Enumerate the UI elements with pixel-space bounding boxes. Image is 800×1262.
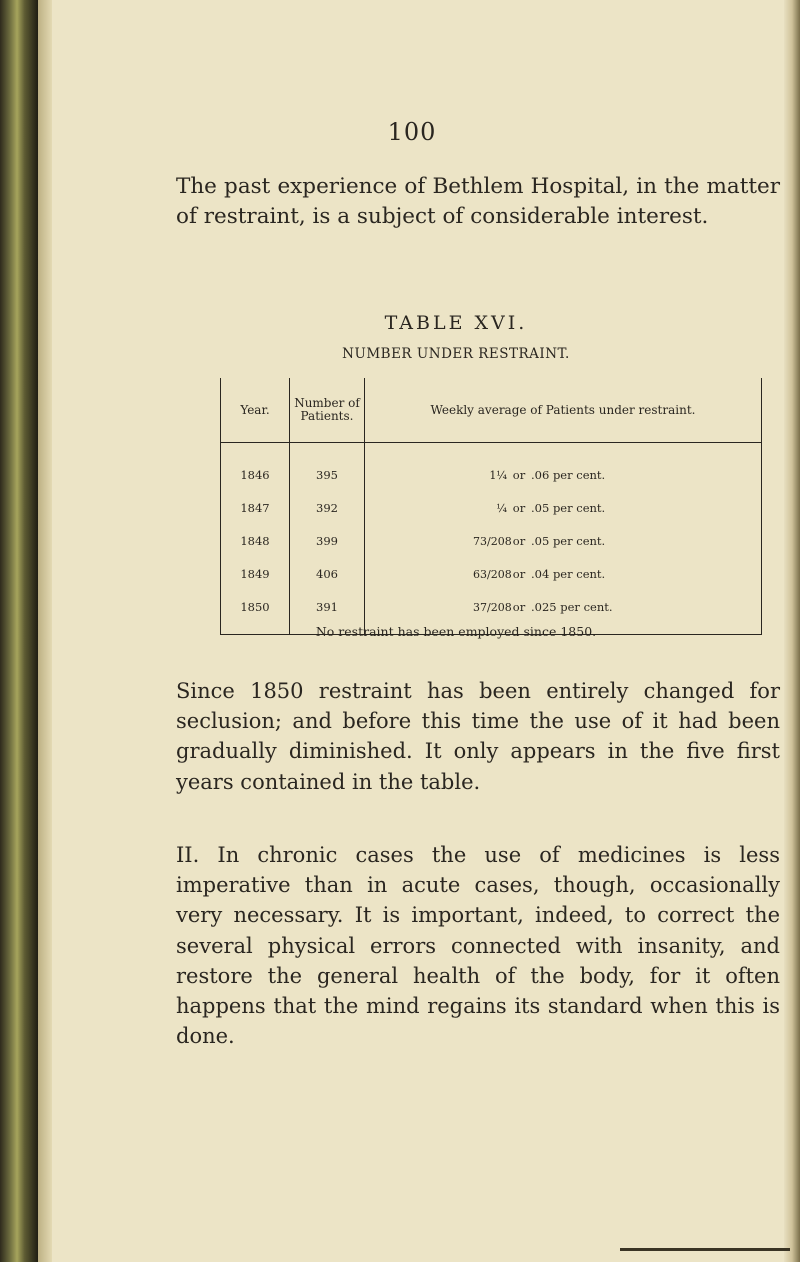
average-cell (365, 524, 762, 557)
table-title: TABLE XVI. (384, 312, 528, 334)
patients-cell: 406 (290, 557, 365, 590)
table-note: No restraint has been employed since 1850. (315, 624, 597, 639)
year-cell: 1849 (221, 557, 290, 590)
patients-cell: 392 (290, 491, 365, 524)
table-row (221, 443, 762, 492)
or-word: or (512, 533, 526, 548)
average-cell (365, 557, 762, 590)
percent: .04 per cent. (531, 566, 606, 581)
patients-cell: 399 (290, 524, 365, 557)
intro-paragraph: The past experience of Bethlem Hospital, in the matter of restraint, is a subject of considerable interest. (176, 174, 780, 229)
table-row (221, 524, 762, 557)
percent: .06 per cent. (531, 467, 606, 482)
book-page (52, 0, 784, 1262)
paragraph-seclusion: Since 1850 restraint has been entirely changed for seclusion; and before this time the use of it had been gradually diminished. It only appears in the five first years contained in the table. (176, 679, 780, 794)
paragraph-chronic-cases: II. In chronic cases the use of medicines is less imperative than in acute cases, though, occasionally very necessary. It is important, indeed, to correct the several physical errors connected with insanity, and restore the general health of the body, for it often happens that the mind regains its standard when this is done. (176, 843, 780, 1049)
percent: .05 per cent. (531, 500, 606, 515)
or-word: or (512, 599, 526, 614)
header-year: Year. (221, 378, 290, 443)
average-cell (365, 443, 762, 492)
table-header-row (221, 378, 762, 443)
fraction: ¼ (496, 501, 507, 515)
percent: .05 per cent. (531, 533, 606, 548)
header-average: Weekly average of Patients under restraint. (365, 378, 762, 443)
percent: .025 per cent. (531, 599, 613, 614)
fraction: 73/208 (473, 534, 512, 548)
page-number: 100 (387, 118, 437, 146)
table-row (221, 491, 762, 524)
or-word: or (512, 566, 526, 581)
fraction: 1¼ (489, 468, 507, 482)
fraction: 63/208 (473, 567, 512, 581)
average-cell (365, 491, 762, 524)
fraction: 37/208 (473, 600, 512, 614)
patients-cell: 395 (290, 443, 365, 492)
table-subtitle: NUMBER UNDER RESTRAINT. (342, 346, 570, 362)
year-cell: 1848 (221, 524, 290, 557)
or-word: or (512, 500, 526, 515)
or-word: or (512, 467, 526, 482)
table-row (221, 557, 762, 590)
restraint-table (220, 378, 762, 635)
year-cell: 1846 (221, 443, 290, 492)
header-patients: Number of Patients. (290, 378, 365, 443)
year-cell: 1850 (221, 590, 290, 635)
book-spine (0, 0, 38, 1262)
page-gutter (38, 0, 52, 1262)
year-cell: 1847 (221, 491, 290, 524)
patients-cell: 391 (290, 590, 365, 635)
